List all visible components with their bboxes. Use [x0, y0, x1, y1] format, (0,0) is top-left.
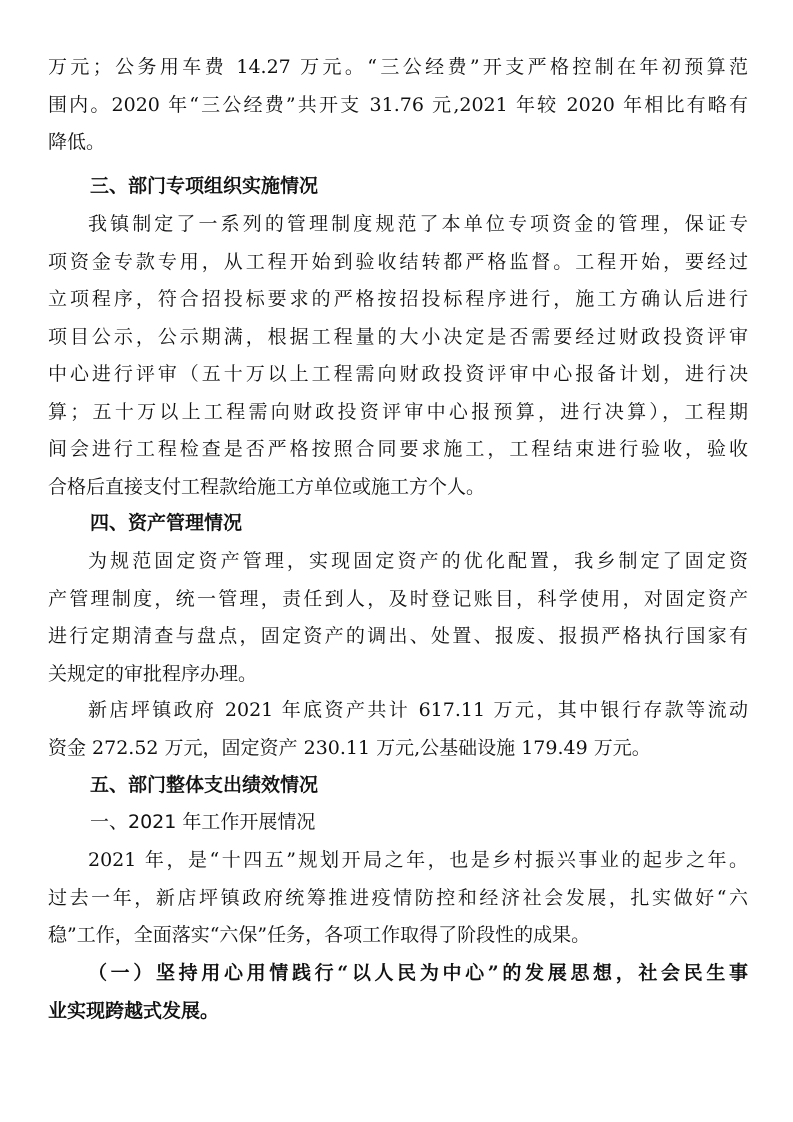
text-line: 2021 年，是“十四五”规划开局之年，也是乡村振兴事业的起步之年。: [88, 849, 748, 871]
text-line: 间会进行工程检查是否严格按照合同要求施工，工程结束进行验收，验收: [48, 438, 748, 460]
text-line: 新店坪镇政府 2021 年底资产共计 617.11 万元，其中银行存款等流动: [88, 699, 748, 721]
section-heading-asset-management: 四、资产管理情况: [90, 512, 243, 534]
text-line: 稳”工作，全面落实“六保”任务，各项工作取得了阶段性的成果。: [48, 924, 591, 946]
text-line: 算；五十万以上工程需向财政投资评审中心报预算，进行决算），工程期: [48, 400, 748, 423]
paragraph-2021-overview: [48, 842, 748, 955]
text-line: 中心进行评审（五十万以上工程需向财政投资评审中心报备计划，进行决: [48, 363, 748, 385]
text-line: （一）坚持用心用情践行“以人民为中心”的发展思想，社会民生事: [88, 962, 748, 984]
text-line: 业实现跨越式发展。: [48, 999, 220, 1022]
subsection-heading-2021-work: 一、2021 年工作开展情况: [90, 811, 316, 833]
paragraph-special-projects: [48, 206, 748, 506]
text-line: 万元；公务用车费 14.27 万元。“三公经费”开支严格控制在年初预算范: [48, 56, 748, 78]
section-heading-special-projects: 三、部门专项组织实施情况: [90, 175, 319, 197]
text-line: 降低。: [48, 131, 106, 153]
subsection-heading-people-centered: [48, 955, 748, 1030]
text-line: 产管理制度，统一管理，责任到人，及时登记账目，科学使用，对固定资产: [48, 587, 748, 610]
paragraph-asset-management: [48, 543, 748, 693]
section-heading-overall-performance: 五、部门整体支出绩效情况: [90, 774, 319, 796]
text-line: 项目公示，公示期满，根据工程量的大小决定是否需要经过财政投资评审: [48, 325, 748, 348]
text-line: 立项程序，符合招投标要求的严格按招投标程序进行，施工方确认后进行: [48, 288, 748, 310]
text-line: 资金 272.52 万元，固定资产 230.11 万元,公基础设施 179.49 万元。: [48, 736, 651, 759]
text-line: 我镇制定了一系列的管理制度规范了本单位专项资金的管理，保证专: [88, 213, 748, 235]
text-line: 关规定的审批程序办理。: [48, 662, 258, 685]
text-line: 项资金专款专用，从工程开始到验收结转都严格监督。工程开始，要经过: [48, 250, 748, 273]
text-line: 为规范固定资产管理，实现固定资产的优化配置，我乡制定了固定资: [88, 550, 748, 572]
text-line: 围内。2020 年“三公经费”共开支 31.76 元,2021 年较 2020 年相比有略有: [48, 93, 748, 116]
paragraph-sangong-expenses: [48, 49, 748, 162]
text-line: 过去一年，新店坪镇政府统筹推进疫情防控和经济社会发展，扎实做好“六: [48, 886, 748, 909]
text-line: 进行定期清查与盘点，固定资产的调出、处置、报废、报损严格执行国家有: [48, 625, 748, 647]
paragraph-asset-totals: [48, 692, 748, 767]
text-line: 合格后直接支付工程款给施工方单位或施工方个人。: [48, 475, 486, 498]
